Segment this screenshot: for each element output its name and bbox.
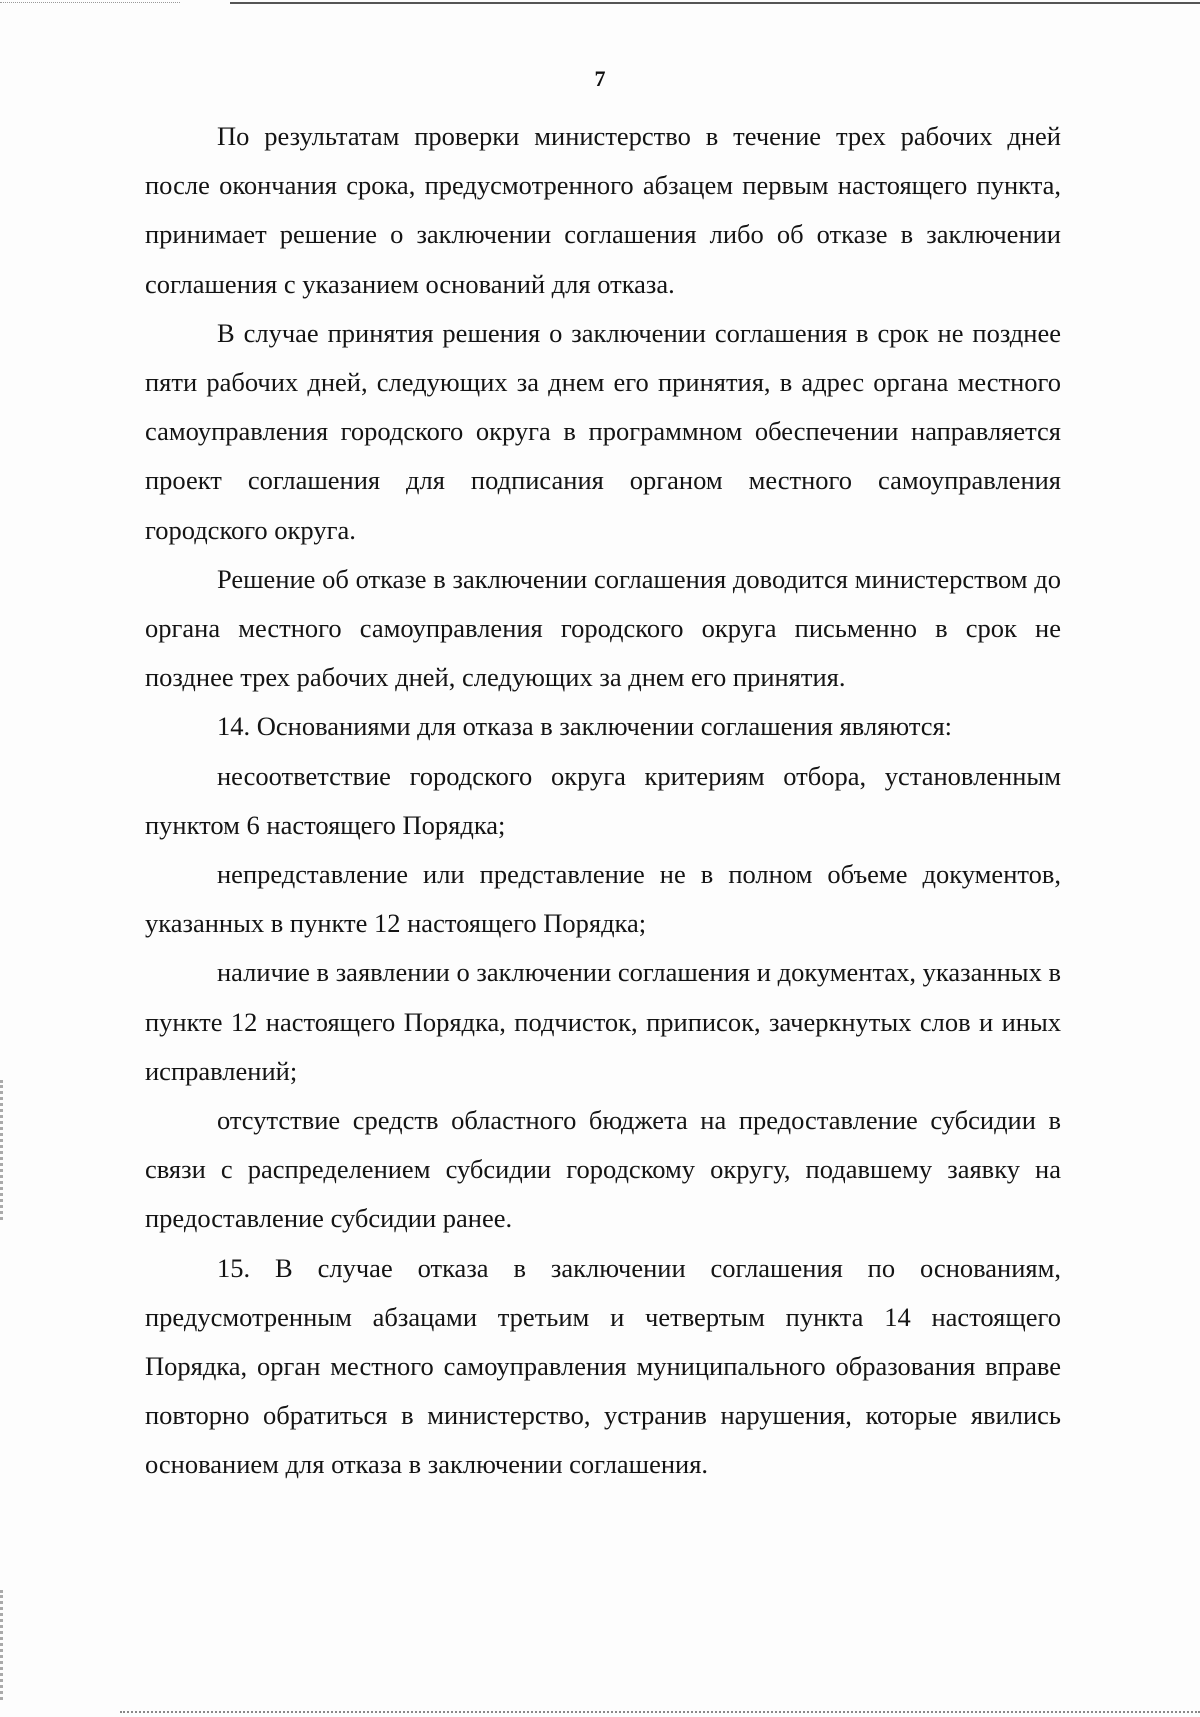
paragraph-agreement-decision: В случае принятия решения о заключении соглашения в срок не позднее пяти рабочих дней, следующих за днем его принятия, в адрес органа местного самоуправления городского округа в программном обеспечении направляется проект соглашения для подписания органом местного самоуправления городского округа. (145, 317, 1061, 545)
paragraph-ground-corrections: наличие в заявлении о заключении соглашения и документах, указанных в пункте 12 настоящего Порядка, подчисток, приписок, зачеркнутых слов и иных исправлений; (145, 957, 1061, 1086)
paragraph-refusal-notice: Решение об отказе в заключении соглашения доводится министерством до органа местного самоуправления городского округа письменно в срок не позднее трех рабочих дней, следующих за днем его принятия. (145, 563, 1061, 693)
paragraph-ground-documents: непредставление или представление не в полном объеме документов, указанных в пункте 12 настоящего Порядка; (145, 859, 1061, 939)
scan-edge-top (230, 2, 1200, 4)
scan-edge-top-left (0, 2, 180, 3)
paragraph-ground-criteria: несоответствие городского округа критериям отбора, установленным пунктом 6 настоящего Порядка; (145, 760, 1061, 840)
page-number: 7 (594, 66, 606, 91)
paragraph-item-14: 14. Основаниями для отказа в заключении соглашения являются: (217, 711, 953, 742)
document-body (145, 112, 1061, 1490)
scan-edge-left-lower (0, 1590, 11, 1700)
scan-edge-left (0, 1080, 11, 1220)
paragraph-item-15: 15. В случае отказа в заключении соглашения по основаниям, предусмотренным абзацами третьим и четвертым пункта 14 настоящего Порядка, орган местного самоуправления муниципального образования вправе повторно обратиться в министерство, устранив нарушения, которые явились основанием для отказа в заключении соглашения. (145, 1252, 1061, 1480)
scan-edge-bottom (120, 1711, 1200, 1713)
paragraph-ground-budget: отсутствие средств областного бюджета на предоставление субсидии в связи с распределением субсидии городскому округу, подавшему заявку на предоставление субсидии ранее. (145, 1105, 1061, 1234)
paragraph-review-result: По результатам проверки министерство в течение трех рабочих дней после окончания срока, предусмотренного абзацем первым настоящего пункта, принимает решение о заключении соглашения либо об отказе в заключении соглашения с указанием оснований для отказа. (145, 121, 1061, 299)
